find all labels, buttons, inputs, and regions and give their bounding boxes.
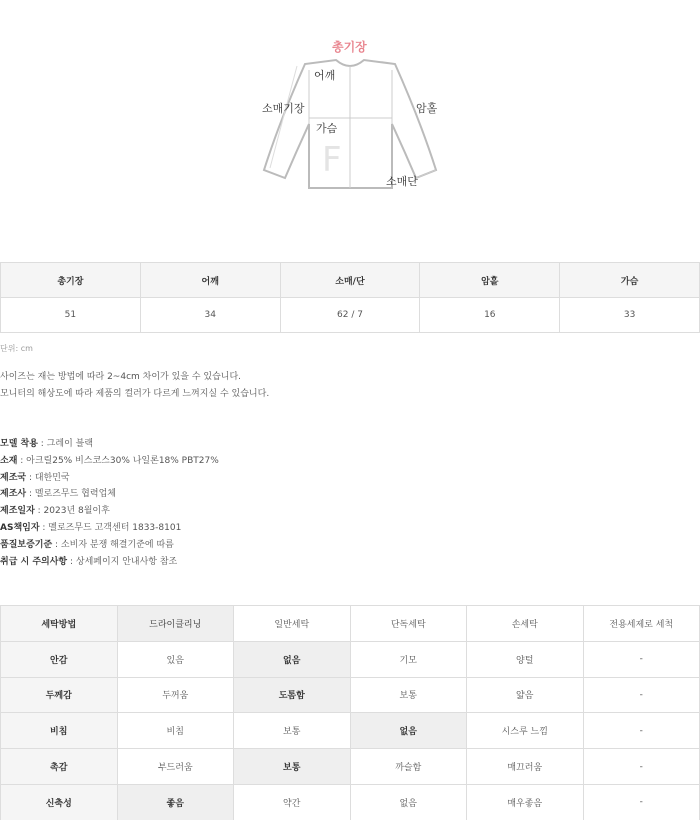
info-row — [0, 503, 219, 520]
info-row — [0, 520, 219, 537]
care-row-label: 안감 — [1, 641, 118, 677]
info-key: 제조일자 — [0, 506, 35, 517]
info-row — [0, 554, 219, 571]
care-row-label: 촉감 — [1, 749, 118, 785]
care-cell: 좋음 — [117, 784, 234, 820]
note-line: 사이즈는 재는 방법에 따라 2~4cm 차이가 있을 수 있습니다. — [0, 372, 242, 382]
care-cell: 없음 — [350, 784, 467, 820]
info-row — [0, 453, 219, 470]
size-table-value-row — [1, 298, 700, 333]
care-cell: 보통 — [350, 677, 467, 713]
care-cell: - — [583, 713, 700, 749]
info-row — [0, 436, 219, 453]
size-header-cell: 어깨 — [140, 263, 280, 298]
care-cell: 두꺼움 — [117, 677, 234, 713]
care-cell: 일반세탁 — [234, 606, 351, 642]
diagram-total-length-label: 총기장 — [332, 40, 367, 54]
info-row — [0, 470, 219, 487]
care-row-thickness — [1, 677, 700, 713]
care-table — [0, 605, 700, 820]
care-cell: 보통 — [234, 749, 351, 785]
diagram-shoulder-label: 어깨 — [314, 69, 336, 82]
info-value: : 멜로즈무드 고객센터 1833-8101 — [39, 522, 182, 533]
info-value: : 아크릴25% 비스코스30% 나일론18% PBT27% — [17, 455, 219, 466]
care-row-texture — [1, 749, 700, 785]
care-cell: 양털 — [467, 641, 584, 677]
care-cell: 비침 — [117, 713, 234, 749]
size-header-cell: 암홀 — [420, 263, 560, 298]
size-value-cell: 16 — [420, 298, 560, 333]
unit-note: 단위: cm — [0, 344, 33, 353]
info-key: 취급 시 주의사항 — [0, 556, 68, 567]
care-cell: 없음 — [350, 713, 467, 749]
info-key: 소재 — [0, 455, 18, 466]
care-row-label: 두께감 — [1, 677, 118, 713]
info-key: 제조사 — [0, 489, 27, 500]
care-cell: 까슬함 — [350, 749, 467, 785]
diagram-sleeve-length-label: 소매기장 — [262, 102, 305, 115]
info-key: AS책임자 — [0, 522, 40, 533]
diagram-armhole-label: 암홀 — [416, 102, 438, 115]
care-cell: - — [583, 677, 700, 713]
care-cell: 있음 — [117, 641, 234, 677]
size-value-cell: 62 / 7 — [280, 298, 420, 333]
size-table-header-row — [1, 263, 700, 298]
care-cell: 도톰함 — [234, 677, 351, 713]
care-cell: 시스루 느낌 — [467, 713, 584, 749]
size-header-cell: 소매/단 — [280, 263, 420, 298]
info-value: : 멜로즈무드 협력업체 — [26, 489, 116, 500]
care-row-label: 세탁방법 — [1, 606, 118, 642]
info-row — [0, 486, 219, 503]
product-info — [0, 436, 219, 570]
care-cell: 매끄러움 — [467, 749, 584, 785]
size-diagram — [0, 0, 700, 240]
info-value: : 대한민국 — [26, 472, 70, 483]
care-cell: 부드러움 — [117, 749, 234, 785]
info-key: 품질보증기준 — [0, 539, 53, 550]
info-value: : 상세페이지 안내사항 참조 — [67, 556, 178, 567]
care-cell: - — [583, 784, 700, 820]
care-cell: 드라이클리닝 — [117, 606, 234, 642]
size-value-cell: 33 — [560, 298, 700, 333]
size-notes — [0, 369, 269, 403]
care-cell: 얇음 — [467, 677, 584, 713]
care-cell: 단독세탁 — [350, 606, 467, 642]
care-cell: - — [583, 749, 700, 785]
info-value: : 그레이 블랙 — [37, 439, 94, 449]
info-key: 제조국 — [0, 472, 27, 483]
care-cell: 매우좋음 — [467, 784, 584, 820]
diagram-cuff-label: 소매단 — [386, 175, 418, 188]
care-row-wash — [1, 606, 700, 642]
info-key: 모델 착용 — [0, 439, 38, 449]
sweater-outline — [0, 0, 700, 240]
size-header-cell: 총기장 — [1, 263, 141, 298]
info-row — [0, 537, 219, 554]
info-value: : 2023년 8월이후 — [34, 506, 110, 517]
info-value: : 소비자 분쟁 해결기준에 따름 — [52, 539, 174, 550]
size-value-cell: 51 — [1, 298, 141, 333]
care-cell: 없음 — [234, 641, 351, 677]
care-cell: 보통 — [234, 713, 351, 749]
care-row-elasticity — [1, 784, 700, 820]
care-cell: - — [583, 641, 700, 677]
diagram-watermark: F — [322, 140, 342, 180]
care-row-label: 신축성 — [1, 784, 118, 820]
care-row-label: 비침 — [1, 713, 118, 749]
size-value-cell: 34 — [140, 298, 280, 333]
care-row-sheerness — [1, 713, 700, 749]
note-line: 모니터의 해상도에 따라 제품의 컬러가 다르게 느껴지실 수 있습니다. — [0, 389, 270, 399]
size-table — [0, 262, 700, 333]
diagram-chest-label: 가슴 — [316, 122, 338, 135]
care-cell: 손세탁 — [467, 606, 584, 642]
size-header-cell: 가슴 — [560, 263, 700, 298]
care-cell: 전용세제로 세척 — [583, 606, 700, 642]
care-cell: 기모 — [350, 641, 467, 677]
care-row-lining — [1, 641, 700, 677]
care-cell: 약간 — [234, 784, 351, 820]
